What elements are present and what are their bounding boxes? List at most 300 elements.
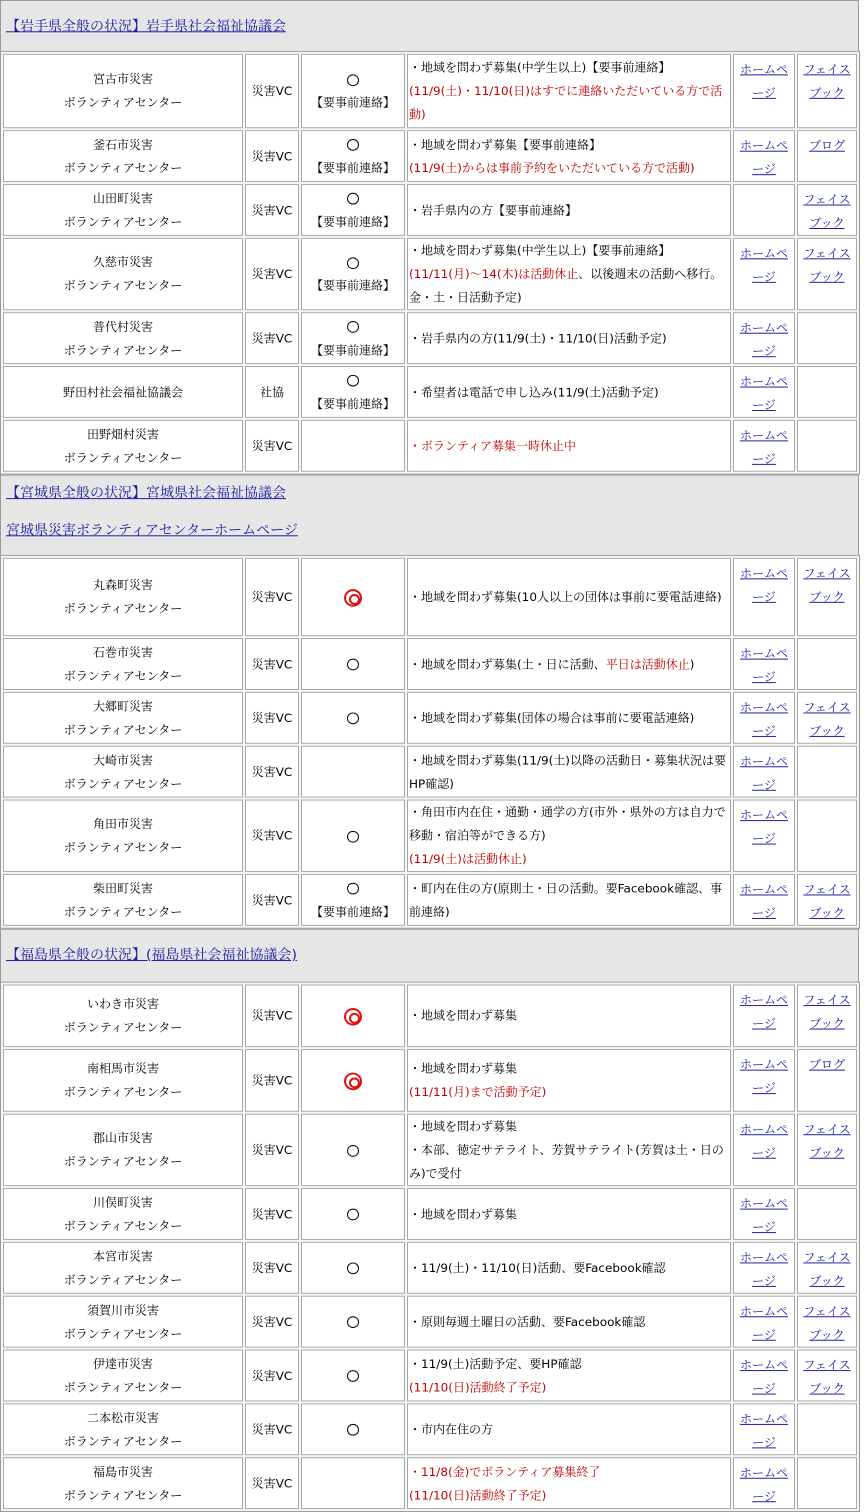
section-miyagi [0,475,866,929]
center-name-line: ボランティアセンター [63,1380,183,1395]
details-cell [407,985,731,1048]
table-row [3,1350,857,1402]
table-row [3,558,857,636]
center-name-cell [3,130,243,182]
homepage-cell [733,1350,795,1402]
center-name-cell [3,1114,243,1186]
table-row [3,692,857,744]
advance-contact-note: 【要事前連絡】 [310,160,395,175]
open-circle-icon [347,883,359,895]
center-name-cell [3,1242,243,1294]
social-cell [797,1049,857,1112]
center-name-cell [3,746,243,798]
details-cell [407,1296,731,1348]
center-name-cell [3,184,243,236]
homepage-cell [733,1242,795,1294]
details-text: ・角田市内在住・通勤・通学の方(市外・県外の方は自力で移動・宿泊等ができる方) [409,805,726,843]
double-circle-icon [344,1008,362,1026]
recruit-status-cell [301,874,405,926]
details-note-red: (11/9(土)は活動休止) [409,852,527,867]
center-type-cell: 災害VC [245,1242,299,1294]
table-row [3,184,857,236]
center-name-cell [3,366,243,418]
homepage-link[interactable]: ホームページ [739,1304,788,1342]
center-name-cell [3,800,243,872]
recruit-status-cell [301,558,405,636]
center-type-cell: 災害VC [245,800,299,872]
center-name-cell [3,1350,243,1402]
double-circle-icon [344,589,362,607]
table-row [3,54,857,128]
open-circle-icon [347,712,359,724]
homepage-cell [733,1403,795,1455]
homepage-cell [733,1049,795,1112]
details-text: ・岩手県内の方【要事前連絡】 [409,203,578,217]
details-text: ・地域を問わず募集【要事前連絡】 [409,137,602,152]
details-note-red: (11/10(日)活動終了予定) [409,1488,547,1502]
open-circle-icon [347,1262,359,1274]
homepage-link[interactable]: ホームページ [739,1057,788,1096]
details-cell [407,558,731,636]
center-name-cell [3,312,243,364]
social-cell [797,184,857,236]
center-name-cell [3,638,243,690]
details-note-red: (11/9(土)・11/10(日)はすでに連絡いただいている方で活動) [409,84,723,122]
center-name-line: ボランティアセンター [63,840,183,855]
details-text: ・地域を問わず募集 [409,1207,518,1221]
center-name-line: ボランティアセンター [63,1272,183,1287]
details-text: ・町内在住の方(原則土・日の活動。要Facebook確認、事前連絡) [409,881,723,919]
center-type-cell: 災害VC [245,1350,299,1402]
advance-contact-note: 【要事前連絡】 [310,396,395,411]
homepage-link[interactable]: ホームページ [739,754,788,792]
open-circle-icon [347,1145,359,1157]
center-name-line: 丸森町災害 [92,578,153,593]
homepage-link[interactable]: ホームページ [739,1412,788,1450]
recruit-status-cell [301,800,405,872]
table-row [3,746,857,798]
recruit-status-cell [301,1457,405,1509]
details-cell [407,638,731,690]
open-circle-icon [347,1209,359,1221]
center-name-line: ボランティアセンター [63,1154,183,1169]
center-name-cell [3,1188,243,1240]
details-note-red: ・11/8(金)でボランティア募集終了 [409,1464,601,1479]
facebook-link[interactable]: フェイスブック [803,993,851,1031]
social-cell [797,54,857,128]
social-cell [797,1114,857,1186]
table-row [3,366,857,418]
recruit-status-cell [301,130,405,182]
homepage-link[interactable]: ホームページ [739,882,788,920]
center-name-line: 本宮市災害 [92,1249,153,1263]
table-row [3,238,857,310]
section-title-link[interactable]: 【岩手県全般の状況】岩手県社会福祉協議会 [6,18,286,35]
center-name-line: ボランティアセンター [63,1488,183,1502]
section-table [0,555,860,929]
center-name-line: ボランティアセンター [63,214,183,229]
details-note-red: (11/9(土)からは事前予約をいただいている方で活動) [409,160,695,175]
table-row [3,1188,857,1240]
center-name-line: 大郷町災害 [92,699,153,713]
homepage-cell [733,420,795,472]
details-text: ・市内在住の方 [409,1422,494,1437]
details-cell [407,1350,731,1402]
table-row [3,1242,857,1294]
details-cell [407,238,731,310]
social-cell [797,366,857,418]
details-text: ・本部、徳定サテライト、芳賀サテライト(芳賀は土・日のみ)で受付 [409,1143,724,1181]
social-cell [797,746,857,798]
facebook-link[interactable]: フェイスブック [803,1250,851,1288]
homepage-cell [733,54,795,128]
social-cell [797,1350,857,1402]
homepage-cell [733,692,795,744]
recruit-status-cell [301,1350,405,1402]
social-cell [797,312,857,364]
homepage-cell [733,558,795,636]
section-header [0,0,859,51]
homepage-cell [733,312,795,364]
section-homepage-link[interactable]: 宮城県災害ボランティアセンターホームページ [6,522,298,539]
table-row [3,130,857,182]
table-row [3,800,857,872]
social-cell [797,874,857,926]
facebook-link[interactable]: フェイスブック [803,192,851,230]
advance-contact-note: 【要事前連絡】 [310,214,395,229]
center-name-line: 郡山市災害 [92,1131,153,1146]
details-cell [407,54,731,128]
center-type-cell: 災害VC [245,184,299,236]
recruit-status-cell [301,985,405,1048]
recruit-status-cell [301,1114,405,1186]
center-name-line: 久慈市災害 [92,255,153,270]
center-type-cell: 災害VC [245,1296,299,1348]
homepage-link[interactable]: ホームページ [739,138,788,177]
details-note-red: (11/11(月)まで活動予定) [409,1085,547,1100]
facebook-link[interactable]: フェイスブック [803,566,851,604]
homepage-cell [733,238,795,310]
homepage-cell [733,638,795,690]
homepage-link[interactable]: ホームページ [739,428,788,466]
details-text: ・岩手県内の方(11/9(土)・11/10(日)活動予定) [409,331,667,345]
center-type-cell: 災害VC [245,238,299,310]
homepage-cell [733,800,795,872]
details-text: ・地域を問わず募集(11/9(土)以降の活動日・募集状況は要HP確認) [409,753,726,791]
homepage-link[interactable]: ホームページ [739,1122,788,1160]
center-name-line: 普代村災害 [92,319,153,334]
center-name-line: ボランティアセンター [63,343,183,357]
center-name-line: いわき市災害 [86,997,159,1011]
center-name-line: 角田市災害 [92,817,153,831]
homepage-link[interactable]: ホームページ [739,1358,788,1396]
table-row [3,1296,857,1348]
homepage-link[interactable]: ホームページ [739,246,788,284]
details-text: ・原則毎週土曜日の活動、要Facebook確認 [409,1314,646,1329]
center-type-cell: 社協 [245,366,299,418]
center-name-line: ボランティアセンター [63,776,183,791]
center-type-cell: 災害VC [245,1403,299,1455]
center-type-cell: 災害VC [245,54,299,128]
center-name-cell [3,1403,243,1455]
center-name-cell [3,558,243,636]
homepage-cell [733,874,795,926]
details-cell [407,312,731,364]
homepage-cell [733,366,795,418]
center-name-line: ボランティアセンター [63,601,183,616]
center-name-line: 南相馬市災害 [86,1061,159,1076]
homepage-cell [733,1188,795,1240]
details-cell [407,1242,731,1294]
advance-contact-note: 【要事前連絡】 [310,278,395,293]
recruit-status-cell [301,1049,405,1112]
recruit-status-cell [301,238,405,310]
homepage-cell [733,1114,795,1186]
details-cell [407,800,731,872]
facebook-link[interactable]: フェイスブック [803,882,851,920]
details-text: ・地域を問わず募集(中学生以上)【要事前連絡】 [409,60,671,75]
social-cell [797,558,857,636]
details-text: ・地域を問わず募集 [409,1061,518,1076]
facebook-link[interactable]: フェイスブック [803,1358,851,1396]
center-type-cell: 災害VC [245,1114,299,1186]
section-iwate [0,0,866,475]
social-cell [797,1188,857,1240]
center-name-line: ボランティアセンター [63,668,183,683]
table-row [3,420,857,472]
details-text: ・希望者は電話で申し込み(11/9(土)活動予定) [409,385,659,399]
details-cell [407,130,731,182]
center-name-line: 野田村社会福祉協議会 [62,385,183,399]
facebook-link[interactable]: フェイスブック [803,246,851,284]
social-cell [797,1296,857,1348]
section-title-link[interactable]: 【福島県全般の状況】(福島県社会福祉協議会) [6,947,297,963]
center-name-cell [3,420,243,472]
center-name-line: 二本松市災害 [86,1410,159,1425]
center-type-cell: 災害VC [245,746,299,798]
center-name-cell [3,692,243,744]
center-name-line: ボランティアセンター [63,278,183,293]
homepage-link[interactable]: ホームページ [739,993,788,1031]
details-cell [407,746,731,798]
recruit-status-cell [301,1296,405,1348]
recruit-status-cell [301,312,405,364]
homepage-link[interactable]: ホームページ [739,374,788,413]
open-circle-icon [347,830,359,842]
open-circle-icon [347,139,359,151]
center-name-cell [3,238,243,310]
center-type-cell: 災害VC [245,638,299,690]
details-text: ・地域を問わず募集 [409,1008,518,1023]
homepage-link[interactable]: ホームページ [739,700,788,738]
recruit-status-cell [301,1188,405,1240]
section-table [0,982,860,1512]
social-cell [797,420,857,472]
details-text: ・地域を問わず募集(団体の場合は事前に要電話連絡) [409,710,695,725]
table-row [3,638,857,690]
recruit-status-cell [301,54,405,128]
social-cell [797,1242,857,1294]
open-circle-icon [347,1424,359,1436]
details-text: ・11/9(土)活動予定、要HP確認 [409,1356,582,1371]
details-cell [407,1049,731,1112]
center-name-line: ボランティアセンター [63,1020,183,1035]
blog-link[interactable]: ブログ [808,1057,845,1072]
open-circle-icon [347,74,359,86]
details-cell [407,692,731,744]
center-name-line: ボランティアセンター [63,722,183,737]
facebook-link[interactable]: フェイスブック [803,62,851,100]
details-cell [407,1403,731,1455]
details-text: ・地域を問わず募集(土・日に活動、 [409,657,606,671]
center-name-line: 大崎市災害 [92,753,153,767]
details-note-red: (11/11(月)～14(木)は活動休止 [409,267,579,281]
center-name-line: 田野畑村災害 [86,427,159,441]
homepage-link[interactable]: ホームページ [739,1466,788,1504]
center-name-line: 宮古市災害 [92,72,153,87]
center-name-line: 山田町災害 [92,191,153,206]
details-cell [407,184,731,236]
homepage-link[interactable]: ホームページ [739,1250,788,1288]
social-cell [797,130,857,182]
social-cell [797,800,857,872]
center-type-cell: 災害VC [245,1188,299,1240]
homepage-cell [733,184,795,236]
recruit-status-cell [301,1403,405,1455]
facebook-link[interactable]: フェイスブック [803,1122,851,1160]
center-name-line: ボランティアセンター [63,160,183,175]
center-name-line: ボランティアセンター [63,450,183,465]
table-row [3,985,857,1048]
open-circle-icon [347,257,359,269]
homepage-link[interactable]: ホームページ [739,62,788,100]
details-note-red: (11/10(日)活動終了予定) [409,1380,547,1395]
details-cell [407,874,731,926]
section-header [0,929,859,982]
table-row [3,1049,857,1112]
recruit-status-cell [301,692,405,744]
homepage-cell [733,985,795,1048]
recruit-status-cell [301,1242,405,1294]
details-text: ・地域を問わず募集 [409,1119,518,1134]
social-cell [797,985,857,1048]
homepage-link[interactable]: ホームページ [739,1196,788,1235]
center-type-cell: 災害VC [245,874,299,926]
recruit-status-cell [301,420,405,472]
table-row [3,1114,857,1186]
facebook-link[interactable]: フェイスブック [803,1304,851,1342]
center-name-line: 福島市災害 [92,1464,153,1479]
center-type-cell: 災害VC [245,1457,299,1509]
homepage-link[interactable]: ホームページ [739,320,788,359]
social-cell [797,238,857,310]
center-type-cell: 災害VC [245,312,299,364]
social-cell [797,1403,857,1455]
center-name-line: 柴田町災害 [92,881,153,895]
center-name-cell [3,1457,243,1509]
facebook-link[interactable]: フェイスブック [803,700,851,738]
section-title-link[interactable]: 【宮城県全般の状況】宮城県社会福祉協議会 [6,485,286,502]
center-name-line: 川俣町災害 [92,1195,153,1210]
homepage-link[interactable]: ホームページ [739,566,788,604]
homepage-cell [733,130,795,182]
open-circle-icon [347,1370,359,1382]
recruit-status-cell [301,638,405,690]
table-row [3,1457,857,1509]
recruit-status-cell [301,184,405,236]
table-row [3,312,857,364]
details-cell [407,1114,731,1186]
table-row [3,874,857,926]
center-type-cell: 災害VC [245,692,299,744]
table-row [3,1403,857,1455]
advance-contact-note: 【要事前連絡】 [310,343,395,357]
section-table [0,51,860,475]
center-name-cell [3,1296,243,1348]
center-name-line: ボランティアセンター [63,1085,183,1100]
homepage-link[interactable]: ホームページ [739,646,788,685]
social-cell [797,1457,857,1509]
center-name-line: 伊達市災害 [92,1356,153,1371]
details-text: ・11/9(土)・11/10(日)活動、要Facebook確認 [409,1260,666,1275]
center-name-cell [3,985,243,1048]
details-text: ・地域を問わず募集(中学生以上)【要事前連絡】 [409,243,671,258]
center-name-line: ボランティアセンター [63,1434,183,1448]
social-cell [797,638,857,690]
center-name-cell [3,874,243,926]
center-type-cell: 災害VC [245,420,299,472]
homepage-cell [733,1296,795,1348]
open-circle-icon [347,193,359,205]
section-header [0,475,859,555]
social-cell [797,692,857,744]
recruit-status-cell [301,746,405,798]
center-type-cell: 災害VC [245,558,299,636]
center-type-cell: 災害VC [245,1049,299,1112]
blog-link[interactable]: ブログ [808,138,845,153]
center-name-line: ボランティアセンター [63,904,183,919]
center-name-line: ボランティアセンター [63,1218,183,1233]
recruit-status-cell [301,366,405,418]
center-name-cell [3,1049,243,1112]
center-name-line: ボランティアセンター [63,95,183,110]
homepage-link[interactable]: ホームページ [739,808,788,846]
open-circle-icon [347,375,359,387]
center-name-line: ボランティアセンター [63,1326,183,1341]
details-cell [407,420,731,472]
center-type-cell: 災害VC [245,130,299,182]
details-cell [407,1188,731,1240]
homepage-cell [733,746,795,798]
advance-contact-note: 【要事前連絡】 [310,904,395,919]
open-circle-icon [347,659,359,671]
details-note-red: ・ボランティア募集一時休止中 [409,438,577,453]
homepage-cell [733,1457,795,1509]
double-circle-icon [344,1072,362,1090]
open-circle-icon [347,321,359,333]
center-name-line: 石巻市災害 [92,645,153,660]
details-text: ) [689,657,695,671]
open-circle-icon [347,1316,359,1328]
center-name-cell [3,54,243,128]
center-name-line: 釜石市災害 [92,137,153,152]
section-fukushima [0,929,866,1512]
center-type-cell: 災害VC [245,985,299,1048]
details-cell [407,366,731,418]
advance-contact-note: 【要事前連絡】 [310,95,395,110]
center-name-line: 須賀川市災害 [86,1303,159,1317]
details-text: 、以後週末の活動へ移行。金・土・日活動予定) [409,267,723,305]
